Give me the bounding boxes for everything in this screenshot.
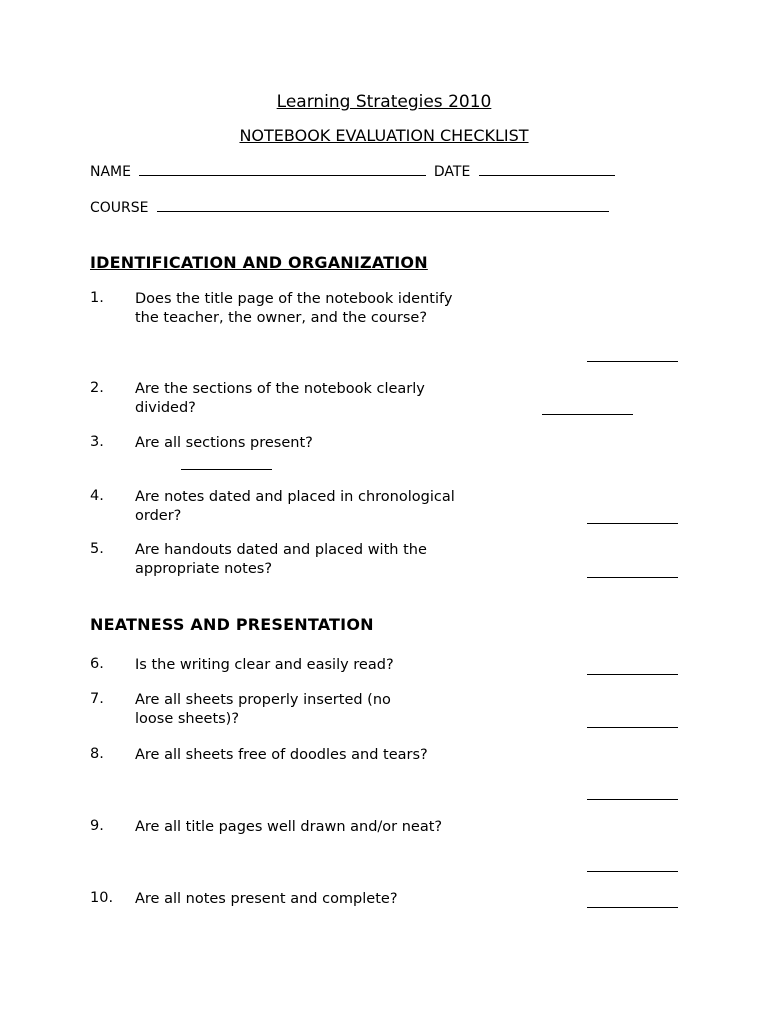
- question-number: 6.: [90, 656, 104, 672]
- question-text: [135, 656, 394, 675]
- question-number: 3.: [90, 434, 104, 450]
- question-line: appropriate notes?: [135, 560, 273, 577]
- section-heading-neatness: NEATNESS AND PRESENTATION: [90, 615, 374, 634]
- answer-blank[interactable]: [542, 414, 633, 415]
- date-blank-line[interactable]: [479, 164, 615, 176]
- answer-blank[interactable]: [587, 799, 678, 800]
- question-line: Are all sections present?: [135, 435, 313, 451]
- question-number: 10.: [90, 890, 114, 906]
- question-number: 5.: [90, 541, 104, 557]
- question-number: 4.: [90, 488, 104, 504]
- document-title: Learning Strategies 2010: [276, 92, 492, 112]
- question-number: 2.: [90, 380, 104, 396]
- answer-blank[interactable]: [587, 577, 678, 578]
- question-line: Does the title page of the notebook identify: [135, 291, 453, 307]
- question-text: [135, 541, 427, 578]
- answer-blank[interactable]: [587, 523, 678, 524]
- question-line: Are the sections of the notebook clearly: [135, 381, 425, 397]
- question-line: Is the writing clear and easily read?: [135, 657, 394, 673]
- question-text: [135, 434, 313, 453]
- course-label: COURSE: [90, 200, 149, 216]
- question-line: Are all notes present and complete?: [135, 891, 398, 907]
- question-line: loose sheets)?: [135, 710, 240, 727]
- course-field[interactable]: [90, 200, 609, 216]
- question-text: [135, 380, 425, 417]
- question-line: Are all sheets properly inserted (no: [135, 692, 391, 708]
- section-heading-identification: IDENTIFICATION AND ORGANIZATION: [90, 253, 428, 272]
- answer-blank[interactable]: [587, 871, 678, 872]
- question-line: Are all title pages well drawn and/or neat?: [135, 819, 443, 835]
- question-line: order?: [135, 507, 182, 524]
- question-text: [135, 290, 452, 327]
- date-label: DATE: [433, 164, 471, 180]
- question-number: 9.: [90, 818, 104, 834]
- question-text: [135, 818, 442, 837]
- question-line: divided?: [135, 399, 196, 416]
- name-blank-line[interactable]: [139, 164, 426, 176]
- question-text: [135, 890, 398, 909]
- answer-blank[interactable]: [587, 727, 678, 728]
- question-text: [135, 746, 428, 765]
- question-text: [135, 488, 455, 525]
- answer-blank[interactable]: [587, 361, 678, 362]
- name-field[interactable]: [90, 164, 615, 180]
- question-line: Are all sheets free of doodles and tears?: [135, 747, 428, 763]
- answer-blank[interactable]: [587, 907, 678, 908]
- question-number: 1.: [90, 290, 104, 306]
- question-line: the teacher, the owner, and the course?: [135, 309, 428, 326]
- question-number: 8.: [90, 746, 104, 762]
- question-line: Are handouts dated and placed with the: [135, 542, 427, 558]
- answer-blank[interactable]: [181, 469, 272, 470]
- name-label: NAME: [90, 164, 131, 180]
- question-line: Are notes dated and placed in chronological: [135, 489, 455, 505]
- answer-blank[interactable]: [587, 674, 678, 675]
- question-number: 7.: [90, 691, 104, 707]
- question-text: [135, 691, 391, 728]
- course-blank-line[interactable]: [157, 200, 609, 212]
- document-subtitle: NOTEBOOK EVALUATION CHECKLIST: [239, 126, 529, 145]
